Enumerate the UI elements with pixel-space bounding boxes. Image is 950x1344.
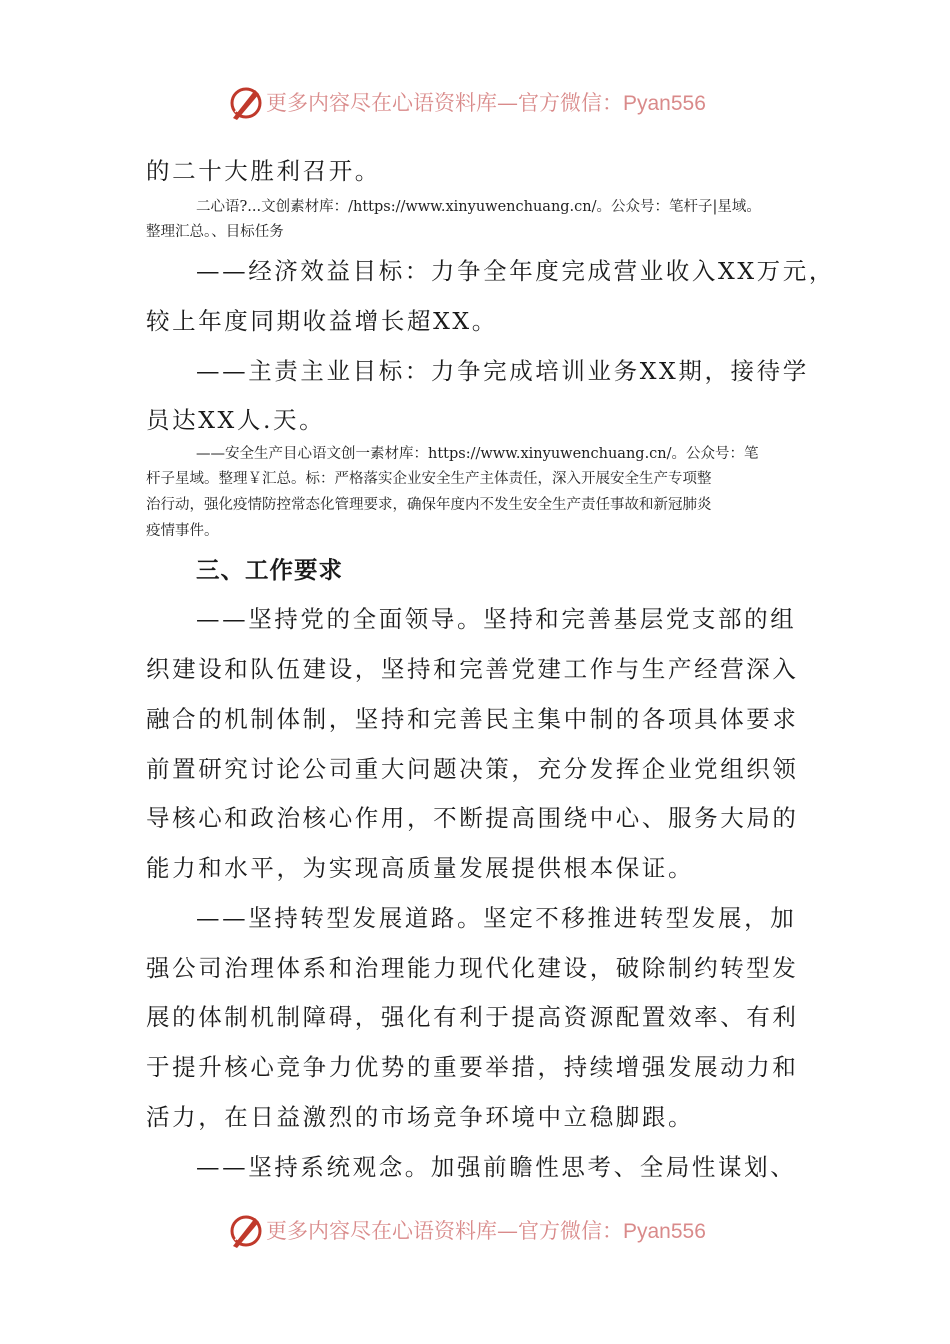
paragraph-line: 织建设和队伍建设，坚持和完善党建工作与生产经营深入 (146, 655, 799, 683)
quill-logo-icon (225, 82, 267, 124)
paragraph-line: 员达XX人.天。 (146, 406, 326, 434)
paragraph-line: 能力和水平，为实现高质量发展提供根本保证。 (146, 854, 695, 882)
paragraph-line: 展的体制机制障碍，强化有利于提高资源配置效率、有利 (146, 1003, 799, 1031)
banner-text-cn: 更多内容尽在心语资料库—官方微信： (266, 1219, 623, 1243)
watermark-note: 治行动，强化疫情防控常态化管理要求，确保年度内不发生安全生产责任事故和新冠肺炎 (146, 497, 712, 513)
header-banner (0, 78, 950, 128)
banner-text-cn: 更多内容尽在心语资料库—官方微信： (266, 91, 623, 115)
watermark-note: ——安全生产目心语文创一素材库：https://www.xinyuwenchuang.cn/。公众号：笔 (196, 446, 759, 462)
watermark-note: 整理汇总。、目标任务 (146, 224, 284, 240)
banner-wechat-id: Pyan556 (623, 1220, 706, 1243)
paragraph-line: ——坚持转型发展道路。坚定不移推进转型发展，加 (196, 904, 797, 932)
banner-text (266, 1218, 706, 1245)
paragraph-line: ——坚持党的全面领导。坚持和完善基层党支部的组 (196, 605, 797, 633)
paragraph-line: ——坚持系统观念。加强前瞻性思考、全局性谋划、 (196, 1153, 797, 1181)
watermark-note: 二心语?...文创素材库：/https://www.xinyuwenchuang.cn/。公众号：笔杆子|星域。 (196, 199, 761, 215)
banner-wechat-id: Pyan556 (623, 92, 706, 115)
quill-logo-icon (225, 1210, 267, 1252)
paragraph-line: 较上年度同期收益增长超XX。 (146, 307, 498, 335)
paragraph-line: 导核心和政治核心作用，不断提高围绕中心、服务大局的 (146, 804, 799, 832)
paragraph-line: ——经济效益目标：力争全年度完成营业收入XX万元， (196, 257, 835, 285)
banner-text (266, 90, 706, 117)
section-heading: 三、工作要求 (196, 556, 343, 584)
paragraph-line: ——主责主业目标：力争完成培训业务XX期，接待学 (196, 357, 809, 385)
paragraph-line: 融合的机制体制，坚持和完善民主集中制的各项具体要求 (146, 705, 799, 733)
footer-banner (0, 1206, 950, 1256)
paragraph-line: 于提升核心竞争力优势的重要举措，持续增强发展动力和 (146, 1053, 799, 1081)
watermark-note: 疫情事件。 (146, 523, 219, 539)
paragraph-line: 前置研究讨论公司重大问题决策，充分发挥企业党组织领 (146, 755, 799, 783)
paragraph-line: 的二十大胜利召开。 (146, 157, 381, 185)
paragraph-line: 活力，在日益激烈的市场竞争环境中立稳脚跟。 (146, 1103, 695, 1131)
paragraph-line: 强公司治理体系和治理能力现代化建设，破除制约转型发 (146, 954, 799, 982)
watermark-note: 杆子星域。整理￥汇总。标：严格落实企业安全生产主体责任，深入开展安全生产专项整 (146, 471, 712, 487)
